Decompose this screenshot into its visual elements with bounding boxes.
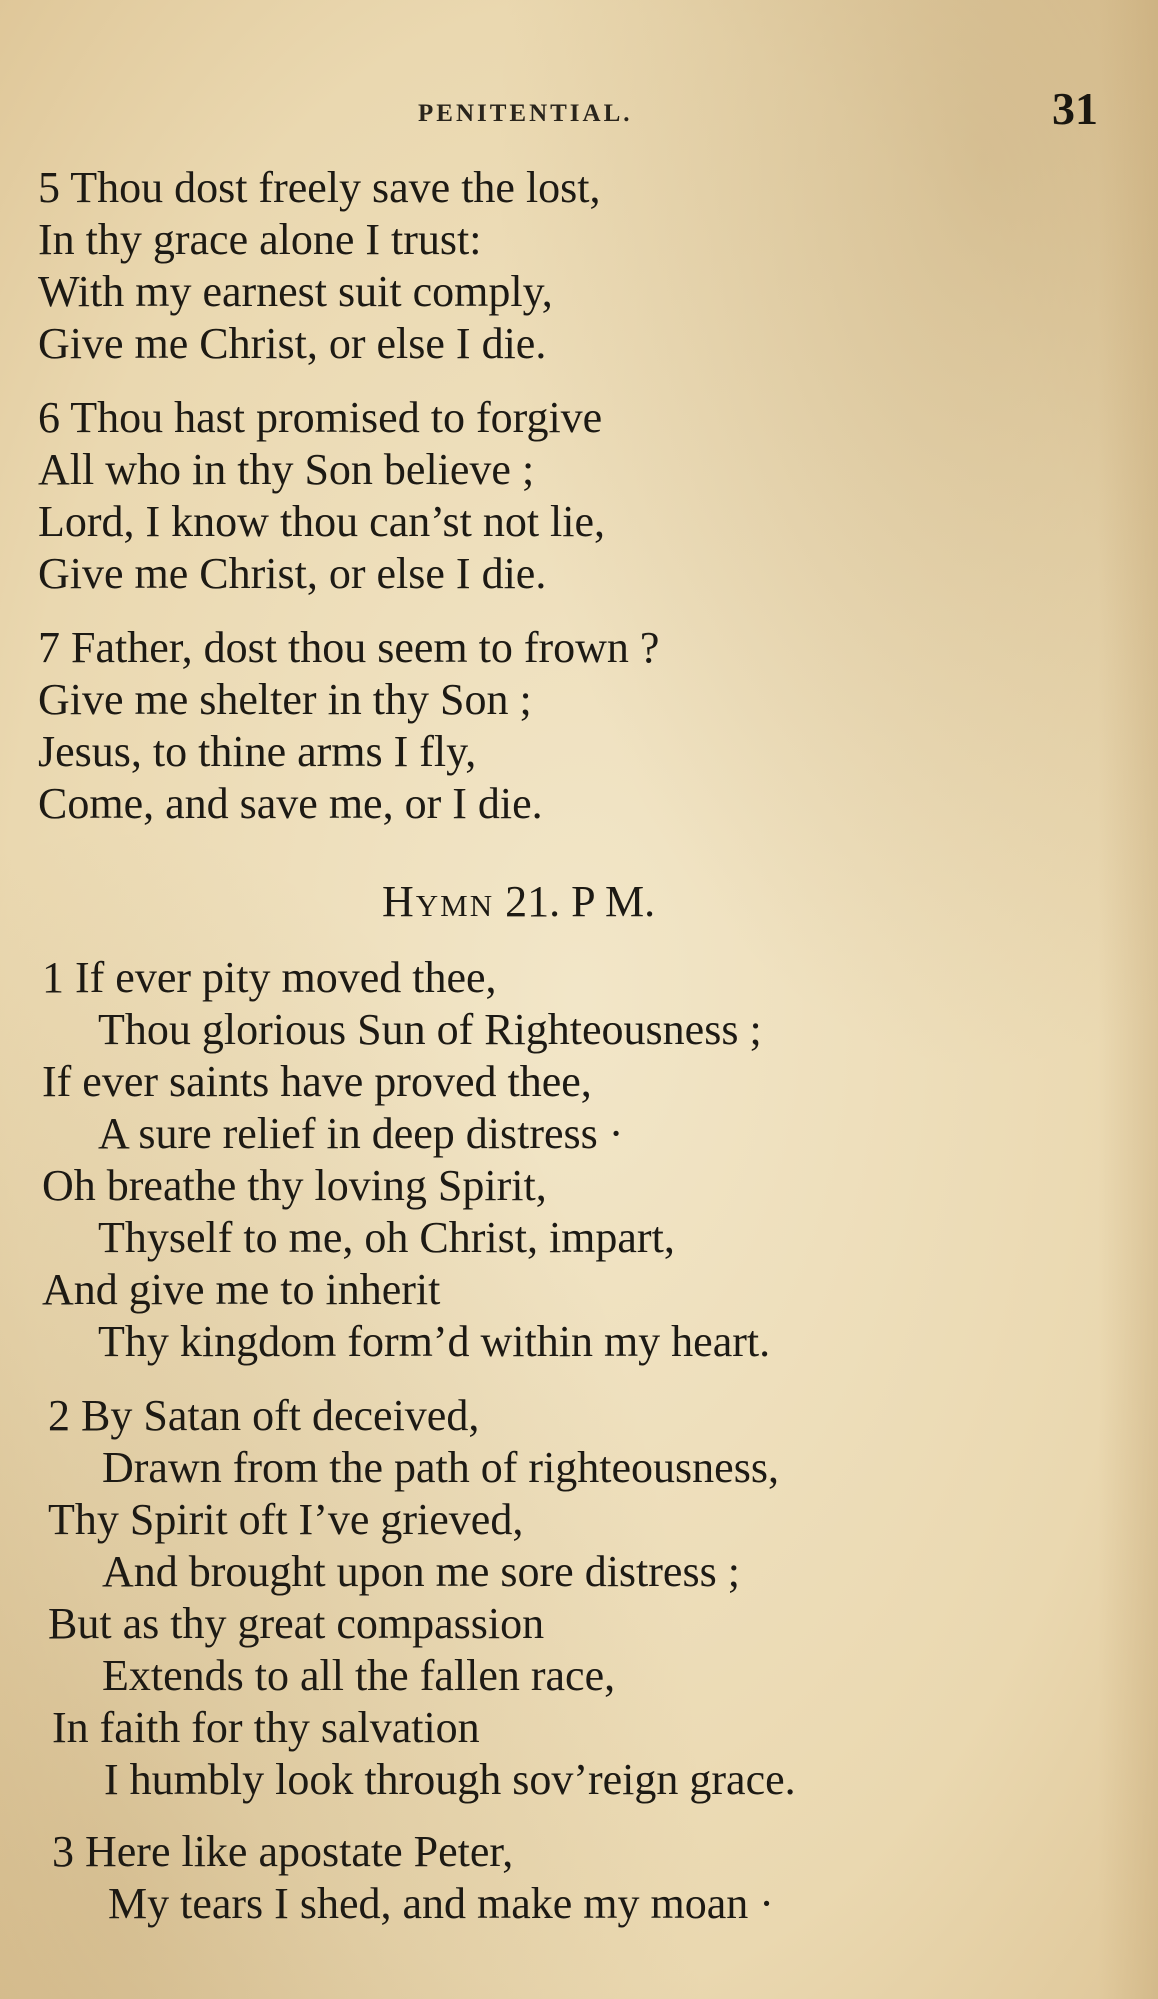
page-edge-shadow — [1098, 0, 1158, 1999]
verse-line: In faith for thy salvation — [52, 1703, 480, 1752]
verse-line-indented: Drawn from the path of righteousness, — [102, 1443, 779, 1492]
verse-line: Jesus, to thine arms I fly, — [38, 727, 477, 776]
verse-line: In thy grace alone I trust: — [38, 215, 482, 264]
hymn-title — [382, 876, 655, 928]
verse-line: 6 Thou hast promised to forgive — [38, 393, 603, 442]
page-header — [0, 83, 1158, 136]
verse-line-indented: Thy kingdom form’d within my heart. — [98, 1317, 771, 1366]
verse-line-indented: Thyself to me, oh Christ, impart, — [98, 1213, 675, 1262]
verse-line-indented: And brought upon me sore distress ; — [102, 1547, 740, 1596]
verse-line: With my earnest suit comply, — [38, 267, 553, 316]
verse-line-indented: I humbly look through sov’reign grace. — [104, 1755, 796, 1804]
verse-line: If ever saints have proved thee, — [42, 1057, 592, 1106]
verse-line: Come, and save me, or I die. — [38, 779, 543, 828]
verse-line: 2 By Satan oft deceived, — [48, 1391, 480, 1440]
verse-line: 3 Here like apostate Peter, — [52, 1827, 514, 1876]
hymn-word: Hymn — [382, 877, 495, 926]
verse-line: Oh breathe thy loving Spirit, — [42, 1161, 547, 1210]
running-head: PENITENTIAL. — [418, 100, 633, 127]
verse-line: Give me Christ, or else I die. — [38, 319, 547, 368]
verse-line: But as thy great compassion — [48, 1599, 545, 1648]
verse-line: 5 Thou dost freely save the lost, — [38, 163, 601, 212]
verse-line: Give me shelter in thy Son ; — [38, 675, 532, 724]
verse-line-indented: Thou glorious Sun of Righteousness ; — [98, 1005, 762, 1054]
verse-line: Lord, I know thou can’st not lie, — [38, 497, 606, 546]
verse-line: All who in thy Son believe ; — [38, 445, 535, 494]
verse-line-indented: My tears I shed, and make my moan · — [108, 1879, 774, 1928]
verse-line-indented: Extends to all the fallen race, — [102, 1651, 616, 1700]
hymn-number-meter: 21. P M. — [494, 877, 656, 926]
verse-line: Thy Spirit oft I’ve grieved, — [48, 1495, 524, 1544]
verse-line: Give me Christ, or else I die. — [38, 549, 547, 598]
verse-line-indented: A sure relief in deep distress · — [98, 1109, 624, 1158]
verse-line: And give me to inherit — [42, 1265, 441, 1314]
verse-line: 7 Father, dost thou seem to frown ? — [38, 623, 660, 672]
page-number: 31 — [1052, 83, 1098, 134]
verse-line: 1 If ever pity moved thee, — [42, 953, 497, 1002]
